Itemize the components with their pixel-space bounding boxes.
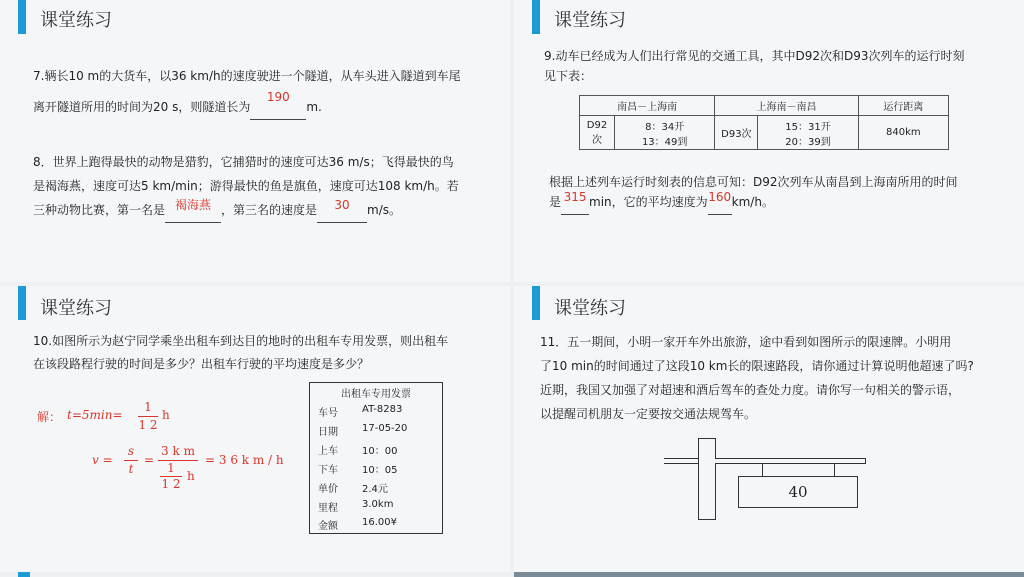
title-accent-bar	[18, 0, 26, 34]
section-title: 课堂练习	[554, 298, 626, 319]
table-cell: D93次	[715, 116, 758, 150]
title-accent-bar	[532, 0, 540, 34]
section-title: 课堂练习	[40, 298, 112, 319]
q10-line1: 10.如图所示为赵宁同学乘坐出租车到达目的地时的出租车专用发票，则出租车	[33, 334, 449, 348]
fraction-line	[138, 416, 158, 417]
sign-crossbar-left	[664, 458, 699, 464]
fraction-inner-num: 1	[167, 461, 175, 475]
section-title: 课堂练习	[40, 10, 112, 31]
sign-crossbar-right	[715, 458, 866, 464]
q11-line3: 近期，我国又加强了对超速和酒后驾车的查处力度。请你写一句相关的警示语，	[540, 383, 961, 397]
q9-line4: 是 315 min，它的平均速度为 160 km/h。	[549, 190, 774, 215]
equals-sign: =	[144, 453, 155, 467]
q7-line2: 离开隧道所用的时间为20 s，则隧道长为 190 m.	[33, 95, 322, 120]
fraction-num: 1	[144, 400, 152, 414]
speed-limit-value: 40	[788, 483, 808, 501]
speed-limit-sign-illustration	[664, 438, 904, 528]
solution-t: t=5min=	[67, 408, 123, 422]
receipt-row: 下车 10：05	[318, 465, 398, 476]
q11-line4: 以提醒司机朋友一定要按交通法规驾车。	[540, 407, 757, 421]
q7-answer-blank: 190	[250, 95, 306, 120]
receipt-title: 出租车专用发票	[341, 389, 411, 400]
q11-line1: 11．五一期间，小明一家开车外出旅游，途中看到如图所示的限速牌。小明用	[540, 335, 952, 349]
train-schedule-table	[579, 95, 949, 150]
table-header: 南昌－上海南	[580, 96, 715, 116]
velocity-lhs: v =	[92, 453, 113, 467]
taxi-receipt	[309, 382, 443, 534]
sign-post	[698, 438, 716, 520]
section-title: 课堂练习	[554, 10, 626, 31]
receipt-row: 金额 16.00¥	[318, 517, 397, 532]
slide-panel-q10	[0, 286, 510, 572]
table-cell: 840km	[858, 116, 948, 150]
table-cell: 8：34开 13：49到	[615, 116, 715, 150]
next-slide-accent	[18, 572, 30, 577]
fraction-unit: h	[162, 408, 170, 422]
q8-line2: 是褐海燕，速度可达5 km/min；游得最快的鱼是旗鱼，速度可达108 km/h。若	[33, 179, 459, 193]
q10-line2: 在该段路程行驶的时间是多少？出租车行驶的平均速度是多少？	[33, 357, 370, 371]
q9-answer2-blank: 160	[708, 190, 732, 215]
q9-line1: 9.动车已经成为人们出行常见的交通工具，其中D92次和D93次列车的运行时刻	[544, 49, 965, 63]
fraction-unit: h	[187, 469, 195, 483]
fraction-num: s	[127, 444, 135, 458]
title-accent-bar	[532, 286, 540, 320]
slide-panel-q7-q8	[0, 0, 510, 282]
q8-answer1-blank: 褐海燕	[165, 198, 221, 223]
table-header: 运行距离	[858, 96, 948, 116]
fraction-den: t	[128, 462, 134, 476]
q8-answer2-blank: 30	[317, 198, 367, 223]
q7-line1: 7.辆长10 m的大货车，以36 km/h的速度驶进一个隧道，从车头进入隧道到车尾	[33, 69, 461, 83]
slide-panel-q9	[514, 0, 1024, 282]
receipt-row: 上车 10：00	[318, 446, 398, 457]
fraction-den: 1 2	[138, 418, 158, 432]
fraction-num: 3 k m	[161, 444, 195, 458]
q9-answer1-blank: 315	[561, 190, 589, 215]
table-cell: 15：31开 20：39到	[758, 116, 858, 150]
receipt-row: 日期 17-05-20	[318, 423, 408, 438]
q8-line1: 8．世界上跑得最快的动物是猎豹，它捕猎时的速度可达36 m/s；飞得最快的鸟	[33, 155, 454, 169]
title-accent-bar	[18, 286, 26, 320]
fraction-line	[124, 460, 138, 461]
slide-panel-q11	[514, 286, 1024, 572]
solution-label: 解：	[37, 410, 62, 424]
next-slide-preview	[514, 572, 1024, 577]
q9-line2: 见下表：	[544, 69, 593, 83]
velocity-result: = 3 6 k m / h	[205, 453, 284, 467]
receipt-row: 里程 3.0km	[318, 499, 394, 514]
sign-hanger-left	[762, 464, 763, 476]
receipt-row: 车号 AT-8283	[318, 404, 403, 419]
table-cell: D92次	[580, 116, 615, 150]
q8-line3: 三种动物比赛，第一名是 褐海燕 ，第三名的速度是 30 m/s。	[33, 198, 401, 223]
table-header: 上海南－南昌	[715, 96, 858, 116]
receipt-row: 单价 2.4元	[318, 484, 388, 495]
sign-hanger-right	[834, 464, 835, 476]
fraction-inner-den: 1 2	[161, 477, 181, 491]
q9-line3: 根据上述列车运行时刻表的信息可知：D92次列车从南昌到上海南所用的时间	[549, 175, 958, 189]
speed-limit-board	[738, 476, 858, 508]
q11-line2: 了10 min的时间通过了这段10 km长的限速路段，请你通过计算说明他超速了吗?	[540, 359, 974, 373]
